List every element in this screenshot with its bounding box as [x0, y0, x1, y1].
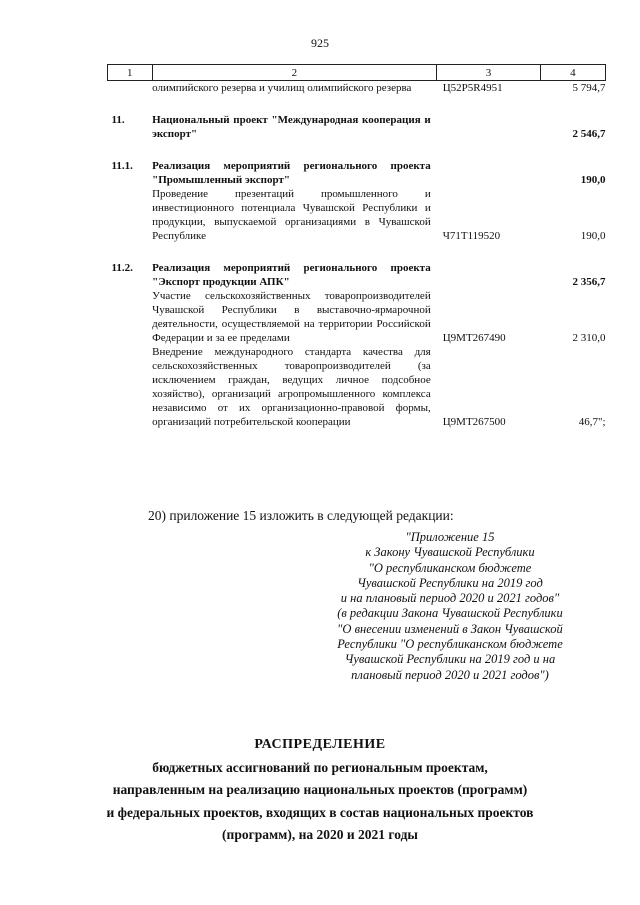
table-row: [108, 289, 606, 345]
row-number: [108, 81, 153, 96]
row-sum: 46,7";: [578, 416, 606, 428]
row-code: [437, 261, 541, 289]
row-code: Ц52P5R4951: [442, 82, 503, 94]
row-number: [108, 345, 153, 429]
row-sum: 5 794,7: [572, 82, 606, 94]
row-name: олимпийского резерва и училищ олимпийского резерва: [152, 82, 412, 94]
row-code: Ч71Т119520: [442, 230, 501, 242]
table-row: [108, 187, 606, 243]
row-code: [437, 113, 541, 141]
header-col-1: 1: [108, 65, 153, 81]
row-sum: 190,0: [580, 230, 606, 242]
row-name: Проведение презентаций промышленного и инвестиционного потенциала Чувашской Республики и продукции, выпускаемой организациями в Чувашской Республике: [152, 188, 431, 242]
appendix-line: и на плановый период 2020 и 2021 годов": [340, 591, 560, 606]
table-row: [108, 113, 606, 141]
row-name: Участие сельскохозяйственных товаропроизводителей Чувашской Республики в выставочно-ярмарочной деятельности, осуществляемой на территории Российской Федерации и за ее пределами: [152, 290, 431, 344]
row-sum: 2 356,7: [572, 276, 606, 288]
appendix-line: "О внесении изменений в Закон Чувашской: [337, 621, 563, 636]
heading-line: (программ), на 2020 и 2021 годы: [222, 827, 418, 843]
table-row: [108, 81, 606, 96]
table-row: [108, 261, 606, 289]
row-code: Ц9МТ267490: [442, 332, 506, 344]
page-number: 925: [311, 36, 329, 50]
header-col-2: 2: [152, 65, 437, 81]
appendix-line: (в редакции Закона Чувашской Республики: [337, 606, 563, 621]
header-col-4: 4: [540, 65, 605, 81]
row-sum: 2 310,0: [572, 332, 606, 344]
table-row: [108, 159, 606, 187]
row-name: Внедрение международного стандарта качества для сельскохозяйственных товаропроизводителей (за исключением граждан, ведущих личное подсобное хозяйство), организаций агропромышленного комплекса независимо от их организационно-правовой формы, организаций потребительской кооперации: [152, 346, 431, 428]
budget-table: [107, 64, 606, 429]
row-name: Национальный проект "Международная кооперация и экспорт": [152, 114, 431, 140]
appendix-note: [300, 530, 600, 683]
row-name: Реализация мероприятий регионального проекта "Экспорт продукции АПК": [152, 262, 431, 288]
appendix-line: Чувашской Республики на 2019 год: [357, 575, 543, 590]
row-number: [108, 289, 153, 345]
appendix-line: Чувашской Республики на 2019 год и на: [344, 652, 556, 667]
row-number: 11.1.: [111, 160, 133, 172]
heading-line: и федеральных проектов, входящих в состав национальных проектов: [106, 804, 534, 820]
table-header-row: [108, 65, 606, 81]
row-sum: 2 546,7: [572, 128, 606, 140]
appendix-line: Республики "О республиканском бюджете: [337, 637, 563, 652]
row-number: [108, 187, 153, 243]
header-col-3: 3: [437, 65, 541, 81]
row-number: 11.2.: [111, 262, 133, 274]
row-sum: 190,0: [580, 174, 606, 186]
row-number: 11.: [111, 114, 125, 126]
appendix-line: к Закону Чувашской Республики: [365, 545, 535, 560]
row-code: [437, 159, 541, 187]
distribution-heading: [0, 734, 640, 847]
appendix-line: плановый период 2020 и 2021 годов"): [351, 667, 549, 682]
heading-line: направленным на реализацию национальных проектов (программ): [112, 782, 528, 798]
row-code: Ц9МТ267500: [442, 416, 506, 428]
heading-line: бюджетных ассигнований по региональным проектам,: [152, 759, 488, 775]
lead-paragraph: 20) приложение 15 изложить в следующей редакции:: [148, 508, 454, 523]
heading-title: РАСПРЕДЕЛЕНИЕ: [254, 737, 386, 752]
appendix-line: "О республиканском бюджете: [368, 560, 532, 575]
table-row: [108, 345, 606, 429]
row-name: Реализация мероприятий регионального проекта "Промышленный экспорт": [152, 160, 431, 186]
appendix-line: "Приложение 15: [405, 530, 495, 544]
